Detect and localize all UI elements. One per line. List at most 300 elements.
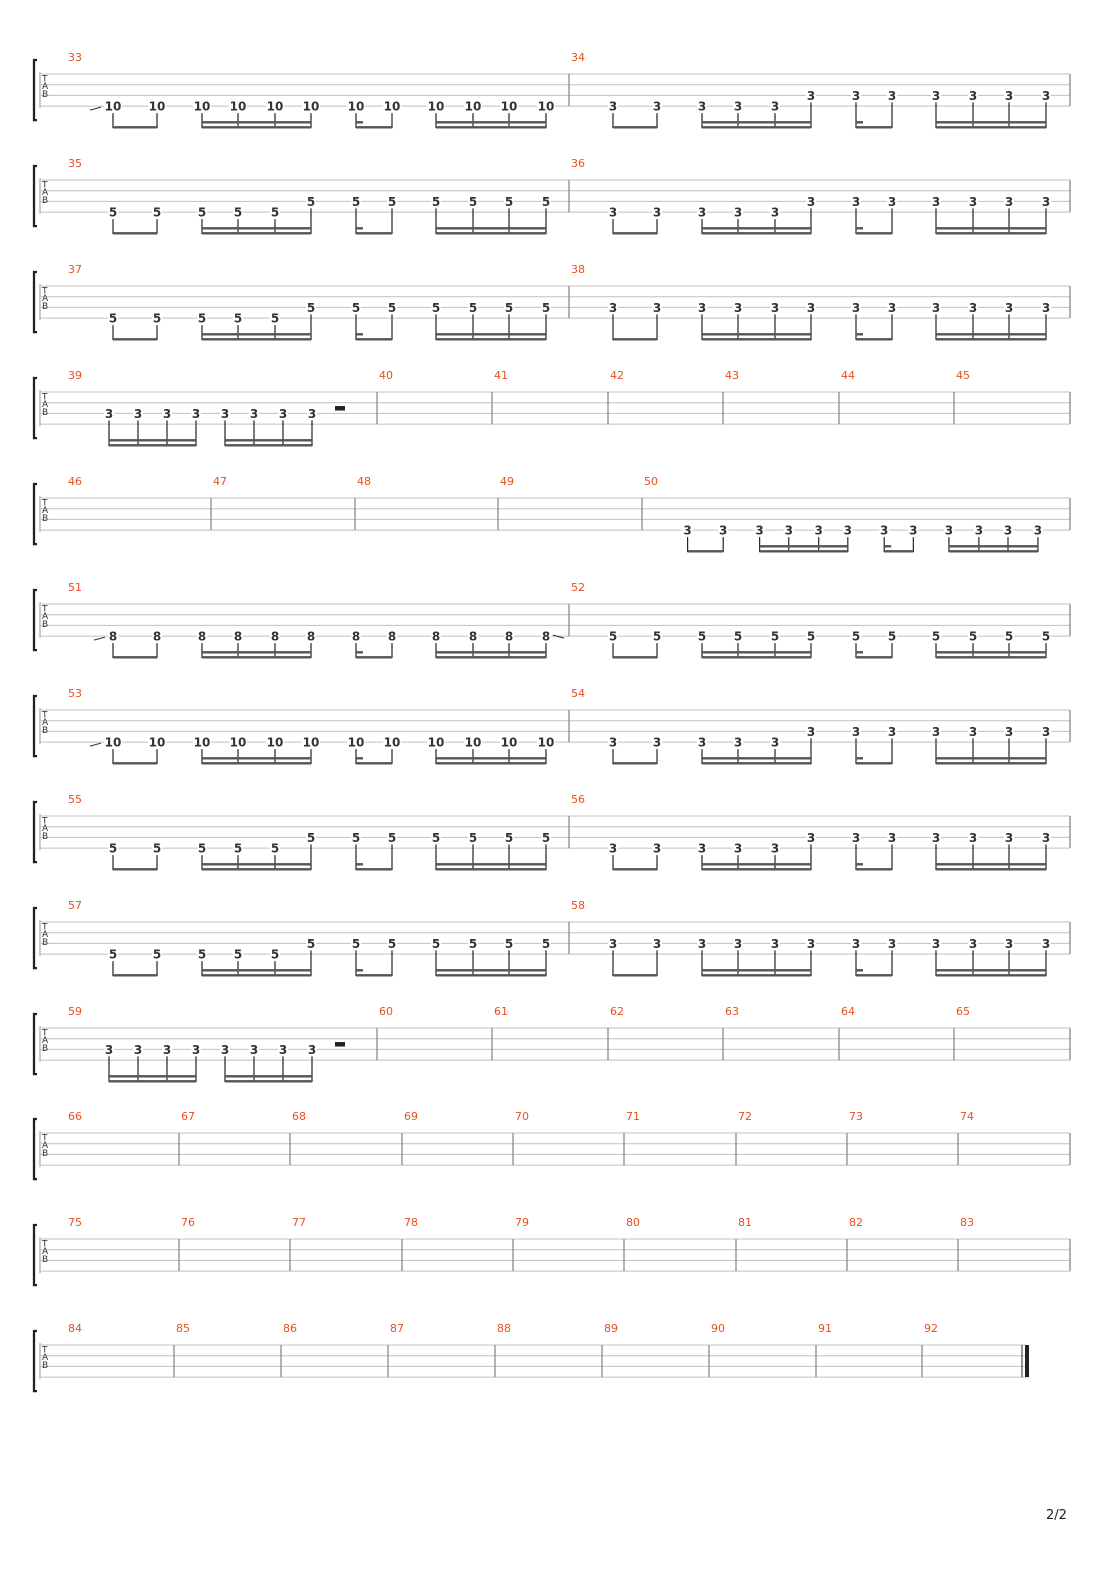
beam — [225, 444, 312, 446]
measure-80 — [626, 1216, 640, 1229]
fret-number: 10 — [266, 99, 284, 114]
tab-clef-letter: T — [42, 180, 48, 191]
system-bracket — [34, 590, 37, 650]
measure-46 — [68, 475, 82, 488]
final-barline-thick — [1025, 1345, 1029, 1377]
tab-clef-letter: B — [42, 301, 49, 312]
fret-number: 10 — [229, 99, 247, 114]
fret-number: 3 — [697, 841, 707, 856]
secondary-beam — [760, 545, 848, 547]
fret-number: 3 — [887, 88, 897, 103]
secondary-beam — [202, 969, 311, 971]
measure-89 — [604, 1322, 618, 1335]
tab-system — [34, 687, 1070, 765]
secondary-beam — [949, 545, 1038, 547]
fret-number: 8 — [541, 629, 551, 644]
measure-67 — [181, 1110, 195, 1123]
fret-number: 3 — [1041, 936, 1051, 951]
measure-number: 37 — [68, 263, 82, 276]
fret-number: 3 — [307, 406, 317, 421]
fret-number: 8 — [387, 629, 397, 644]
measure-88 — [497, 1322, 511, 1335]
fret-number: 5 — [608, 629, 618, 644]
tab-clef-letter: A — [42, 930, 49, 941]
beam — [613, 656, 657, 658]
fret-number: 5 — [887, 629, 897, 644]
beam — [702, 974, 811, 976]
fret-number: 5 — [351, 830, 361, 845]
fret-number: 10 — [500, 735, 518, 750]
system-bracket — [34, 908, 37, 968]
tab-clef-letter: B — [42, 619, 49, 630]
measure-47 — [213, 475, 227, 488]
fret-number: 3 — [278, 406, 288, 421]
measure-74 — [960, 1110, 974, 1123]
tab-clef-letter: T — [42, 1028, 48, 1039]
tab-clef-letter: T — [42, 392, 48, 403]
fret-number: 3 — [806, 936, 816, 951]
measure-number: 69 — [404, 1110, 418, 1123]
fret-number: 10 — [266, 735, 284, 750]
measure-number: 71 — [626, 1110, 640, 1123]
fret-number: 3 — [968, 300, 978, 315]
fret-number: 3 — [931, 300, 941, 315]
beam — [760, 550, 848, 552]
measure-70 — [515, 1110, 529, 1123]
beam — [202, 338, 311, 340]
fret-number: 3 — [806, 724, 816, 739]
measure-number: 65 — [956, 1005, 970, 1018]
fret-number: 5 — [541, 936, 551, 951]
secondary-beam — [202, 757, 311, 759]
fret-number: 5 — [270, 311, 280, 326]
measure-number: 89 — [604, 1322, 618, 1335]
tab-clef-letter: B — [42, 195, 49, 206]
fret-number: 5 — [387, 300, 397, 315]
fret-number: 3 — [806, 194, 816, 209]
fret-number: 10 — [347, 735, 365, 750]
measure-number: 45 — [956, 369, 970, 382]
tab-system — [34, 793, 1070, 871]
fret-number: 5 — [387, 830, 397, 845]
tab-clef-letter: B — [42, 937, 49, 948]
fret-number: 3 — [697, 205, 707, 220]
beam — [436, 868, 546, 870]
fret-number: 3 — [843, 523, 852, 538]
secondary-beam — [109, 1075, 196, 1077]
partial-beam — [356, 969, 363, 971]
tab-clef-letter: T — [42, 816, 48, 827]
half-rest — [335, 1042, 345, 1047]
fret-number: 5 — [108, 311, 118, 326]
beam — [113, 338, 157, 340]
secondary-beam — [109, 439, 196, 441]
fret-number: 5 — [931, 629, 941, 644]
fret-number: 3 — [191, 1042, 201, 1057]
beam — [202, 868, 311, 870]
fret-number: 5 — [468, 936, 478, 951]
measure-53 — [68, 687, 555, 765]
fret-number: 3 — [1004, 300, 1014, 315]
fret-number: 3 — [909, 523, 918, 538]
measure-number: 91 — [818, 1322, 832, 1335]
beam — [702, 868, 811, 870]
fret-number: 5 — [152, 205, 162, 220]
measure-number: 72 — [738, 1110, 752, 1123]
fret-number: 8 — [152, 629, 162, 644]
fret-number: 3 — [697, 735, 707, 750]
fret-number: 3 — [968, 194, 978, 209]
measure-49 — [500, 475, 514, 488]
fret-number: 5 — [468, 194, 478, 209]
tab-clef-letter: T — [42, 922, 48, 933]
fret-number: 5 — [197, 205, 207, 220]
partial-beam — [356, 757, 363, 759]
fret-number: 8 — [197, 629, 207, 644]
measure-number: 42 — [610, 369, 624, 382]
fret-number: 3 — [133, 406, 143, 421]
partial-beam — [356, 227, 363, 229]
measure-number: 80 — [626, 1216, 640, 1229]
partial-beam — [884, 545, 891, 547]
fret-number: 10 — [193, 99, 211, 114]
fret-number: 3 — [133, 1042, 143, 1057]
secondary-beam — [436, 121, 546, 123]
system-bracket — [34, 1331, 37, 1391]
tab-system — [34, 899, 1070, 977]
beam — [613, 868, 657, 870]
tab-system — [34, 1322, 1029, 1391]
measure-number: 47 — [213, 475, 227, 488]
measure-55 — [68, 793, 551, 871]
fret-number: 3 — [851, 300, 861, 315]
tab-clef-letter: A — [42, 400, 49, 411]
measure-78 — [404, 1216, 418, 1229]
secondary-beam — [702, 969, 811, 971]
measure-number: 56 — [571, 793, 585, 806]
fret-number: 5 — [351, 936, 361, 951]
fret-number: 10 — [500, 99, 518, 114]
measure-number: 66 — [68, 1110, 82, 1123]
secondary-beam — [936, 121, 1046, 123]
beam — [356, 974, 392, 976]
fret-number: 3 — [104, 1042, 114, 1057]
fret-number: 5 — [108, 947, 118, 962]
fret-number: 3 — [683, 523, 692, 538]
secondary-beam — [702, 227, 811, 229]
fret-number: 5 — [733, 629, 743, 644]
tab-clef-letter: T — [42, 604, 48, 615]
fret-number: 5 — [387, 194, 397, 209]
measure-number: 52 — [571, 581, 585, 594]
partial-beam — [856, 121, 863, 123]
fret-number: 10 — [104, 99, 122, 114]
tab-system — [34, 1110, 1070, 1179]
beam — [936, 974, 1046, 976]
fret-number: 3 — [814, 523, 823, 538]
measure-86 — [283, 1322, 297, 1335]
measure-81 — [738, 1216, 752, 1229]
fret-number: 3 — [307, 1042, 317, 1057]
measure-87 — [390, 1322, 404, 1335]
fret-number: 5 — [233, 947, 243, 962]
measure-43 — [725, 369, 739, 382]
fret-number: 5 — [108, 841, 118, 856]
beam — [436, 232, 546, 234]
measure-38 — [571, 263, 1051, 341]
tab-clef-letter: B — [42, 89, 49, 100]
measure-number: 78 — [404, 1216, 418, 1229]
secondary-beam — [702, 333, 811, 335]
fret-number: 5 — [1004, 629, 1014, 644]
measure-number: 61 — [494, 1005, 508, 1018]
fret-number: 5 — [541, 830, 551, 845]
fret-number: 3 — [162, 406, 172, 421]
fret-number: 5 — [351, 194, 361, 209]
tab-clef-letter: B — [42, 513, 49, 524]
fret-number: 3 — [770, 841, 780, 856]
fret-number: 3 — [1041, 300, 1051, 315]
fret-number: 5 — [108, 205, 118, 220]
fret-number: 10 — [148, 99, 166, 114]
system-bracket — [34, 378, 37, 438]
fret-number: 3 — [851, 724, 861, 739]
beam — [702, 762, 811, 764]
measure-number: 86 — [283, 1322, 297, 1335]
measure-79 — [515, 1216, 529, 1229]
fret-number: 5 — [504, 300, 514, 315]
slide-in-mark — [94, 637, 105, 640]
measure-59 — [68, 1005, 345, 1083]
measure-40 — [379, 369, 393, 382]
fret-number: 3 — [770, 936, 780, 951]
measure-84 — [68, 1322, 82, 1335]
system-bracket — [34, 1014, 37, 1074]
fret-number: 3 — [806, 300, 816, 315]
partial-beam — [856, 863, 863, 865]
measure-number: 88 — [497, 1322, 511, 1335]
partial-beam — [356, 121, 363, 123]
beam — [702, 126, 811, 128]
slide-in-mark — [90, 107, 101, 110]
system-bracket — [34, 696, 37, 756]
fret-number: 5 — [197, 947, 207, 962]
measure-60 — [379, 1005, 393, 1018]
measure-39 — [68, 369, 345, 447]
measure-number: 85 — [176, 1322, 190, 1335]
fret-number: 3 — [652, 205, 662, 220]
fret-number: 3 — [733, 936, 743, 951]
measure-75 — [68, 1216, 82, 1229]
measure-91 — [818, 1322, 832, 1335]
measure-35 — [68, 157, 551, 235]
tab-clef-letter: A — [42, 188, 49, 199]
measure-33 — [68, 51, 555, 129]
tab-clef-letter: A — [42, 1247, 49, 1258]
beam — [688, 550, 724, 552]
secondary-beam — [202, 121, 311, 123]
beam — [856, 762, 892, 764]
fret-number: 3 — [652, 841, 662, 856]
measure-number: 62 — [610, 1005, 624, 1018]
beam — [113, 974, 157, 976]
measure-number: 84 — [68, 1322, 82, 1335]
beam — [702, 232, 811, 234]
fret-number: 10 — [464, 99, 482, 114]
tab-clef-letter: A — [42, 612, 49, 623]
measure-number: 77 — [292, 1216, 306, 1229]
measure-number: 57 — [68, 899, 82, 912]
measure-number: 44 — [841, 369, 855, 382]
tab-clef-letter: T — [42, 1239, 48, 1250]
tab-clef-letter: A — [42, 506, 49, 517]
measure-number: 90 — [711, 1322, 725, 1335]
partial-beam — [856, 333, 863, 335]
secondary-beam — [702, 121, 811, 123]
measure-90 — [711, 1322, 725, 1335]
measure-34 — [571, 51, 1051, 129]
fret-number: 3 — [770, 300, 780, 315]
measure-number: 92 — [924, 1322, 938, 1335]
beam — [356, 656, 392, 658]
measure-number: 46 — [68, 475, 82, 488]
measure-54 — [571, 687, 1051, 765]
fret-number: 5 — [197, 311, 207, 326]
system-bracket — [34, 166, 37, 226]
fret-number: 5 — [431, 936, 441, 951]
beam — [936, 656, 1046, 658]
measure-number: 73 — [849, 1110, 863, 1123]
fret-number: 5 — [233, 841, 243, 856]
measure-63 — [725, 1005, 739, 1018]
secondary-beam — [936, 757, 1046, 759]
fret-number: 8 — [306, 629, 316, 644]
fret-number: 3 — [733, 735, 743, 750]
secondary-beam — [936, 863, 1046, 865]
secondary-beam — [436, 651, 546, 653]
beam — [702, 338, 811, 340]
fret-number: 5 — [197, 841, 207, 856]
fret-number: 5 — [431, 194, 441, 209]
system-bracket — [34, 60, 37, 120]
measure-number: 79 — [515, 1216, 529, 1229]
measure-66 — [68, 1110, 82, 1123]
measure-number: 35 — [68, 157, 82, 170]
system-bracket — [34, 1225, 37, 1285]
measure-42 — [610, 369, 624, 382]
fret-number: 3 — [887, 300, 897, 315]
fret-number: 3 — [249, 1042, 259, 1057]
measure-number: 83 — [960, 1216, 974, 1229]
beam — [936, 868, 1046, 870]
fret-number: 5 — [152, 947, 162, 962]
secondary-beam — [436, 757, 546, 759]
fret-number: 5 — [233, 311, 243, 326]
fret-number: 3 — [1004, 936, 1014, 951]
measure-number: 41 — [494, 369, 508, 382]
fret-number: 3 — [968, 724, 978, 739]
tab-system — [34, 369, 1070, 447]
beam — [936, 232, 1046, 234]
tab-clef-letter: T — [42, 1133, 48, 1144]
secondary-beam — [436, 969, 546, 971]
fret-number: 10 — [193, 735, 211, 750]
fret-number: 3 — [968, 936, 978, 951]
tab-clef-letter: A — [42, 82, 49, 93]
fret-number: 3 — [652, 300, 662, 315]
measure-number: 51 — [68, 581, 82, 594]
beam — [856, 868, 892, 870]
measure-number: 82 — [849, 1216, 863, 1229]
fret-number: 5 — [233, 205, 243, 220]
measure-76 — [181, 1216, 195, 1229]
beam — [113, 232, 157, 234]
fret-number: 10 — [383, 99, 401, 114]
fret-number: 3 — [249, 406, 259, 421]
fret-number: 3 — [880, 523, 889, 538]
fret-number: 5 — [306, 936, 316, 951]
measure-71 — [626, 1110, 640, 1123]
tab-system — [34, 1216, 1070, 1285]
tab-clef-letter: B — [42, 1360, 49, 1371]
beam — [202, 232, 311, 234]
tab-clef-letter: A — [42, 718, 49, 729]
fret-number: 8 — [504, 629, 514, 644]
system-bracket — [34, 272, 37, 332]
measure-number: 50 — [644, 475, 658, 488]
tab-clef-letter: B — [42, 1254, 49, 1265]
fret-number: 5 — [968, 629, 978, 644]
fret-number: 3 — [104, 406, 114, 421]
measure-number: 64 — [841, 1005, 855, 1018]
fret-number: 3 — [1041, 88, 1051, 103]
fret-number: 3 — [931, 194, 941, 209]
fret-number: 3 — [608, 300, 618, 315]
measure-77 — [292, 1216, 306, 1229]
measure-number: 75 — [68, 1216, 82, 1229]
secondary-beam — [702, 651, 811, 653]
fret-number: 10 — [347, 99, 365, 114]
partial-beam — [356, 651, 363, 653]
fret-number: 3 — [770, 735, 780, 750]
measure-number: 70 — [515, 1110, 529, 1123]
system-bracket — [34, 1119, 37, 1179]
measure-52 — [571, 581, 1051, 659]
secondary-beam — [436, 863, 546, 865]
fret-number: 5 — [504, 830, 514, 845]
beam — [936, 126, 1046, 128]
beam — [856, 232, 892, 234]
beam — [856, 126, 892, 128]
fret-number: 8 — [351, 629, 361, 644]
measure-number: 39 — [68, 369, 82, 382]
beam — [436, 656, 546, 658]
fret-number: 3 — [887, 724, 897, 739]
beam — [436, 974, 546, 976]
fret-number: 10 — [427, 99, 445, 114]
fret-number: 5 — [541, 300, 551, 315]
tab-clef-letter: B — [42, 725, 49, 736]
beam — [113, 868, 157, 870]
measure-45 — [956, 369, 970, 382]
fret-number: 10 — [537, 735, 555, 750]
fret-number: 3 — [733, 300, 743, 315]
beam — [856, 656, 892, 658]
secondary-beam — [936, 651, 1046, 653]
tab-clef-letter: T — [42, 710, 48, 721]
beam — [202, 126, 311, 128]
beam — [113, 126, 157, 128]
